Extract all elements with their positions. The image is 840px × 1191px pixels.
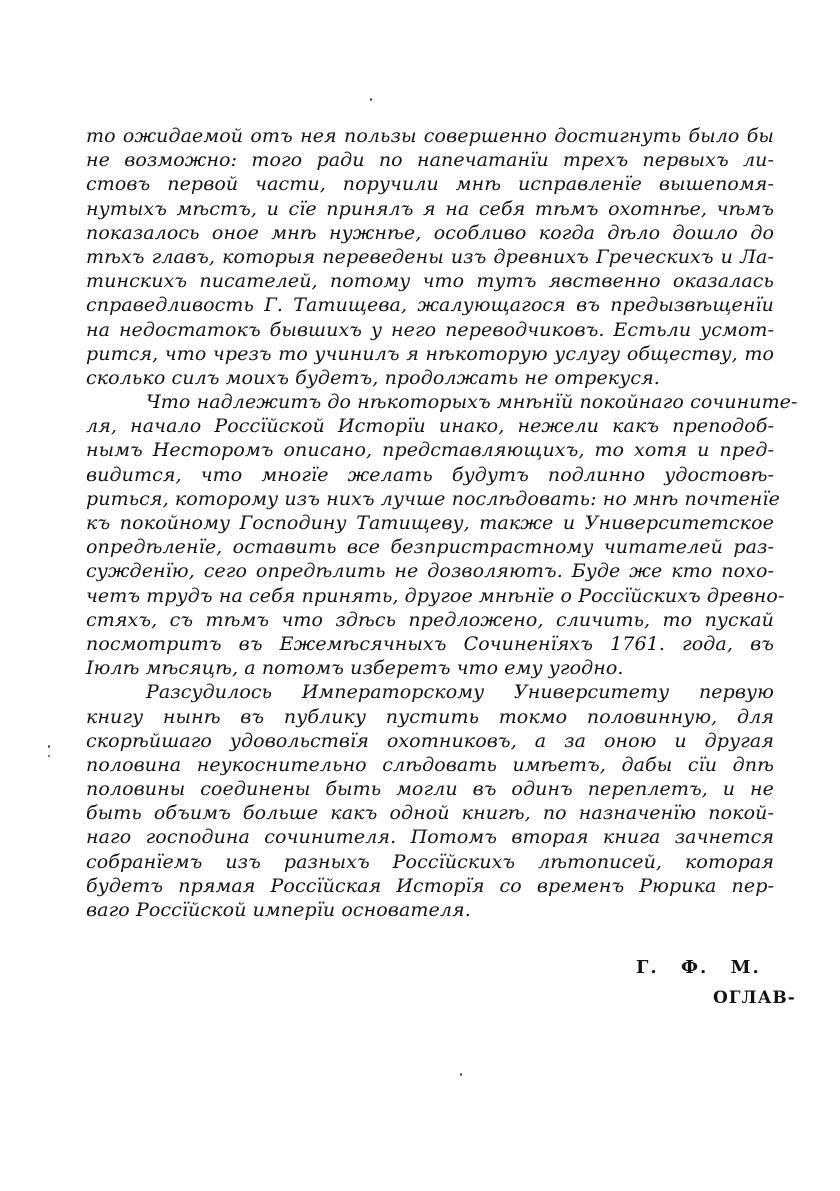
text-line: будетъ прямая Россїйская Исторїя со временъ Рюрика пер- (86, 874, 774, 897)
text-line: наго господина сочинителя. Потомъ вторая книга зачнется (86, 826, 774, 849)
text-line: показалось оное мнѣ нужнѣе, особливо когда дѣло дошло до (86, 221, 774, 244)
text-line: стяхъ, съ тѣмъ что здѣсь предложено, сличить, то пускай (86, 608, 774, 631)
author-signature: Г. Ф. М. (636, 957, 761, 978)
text-line: риться, которому изъ нихъ лучше послѣдовать: но мнѣ почтенїе (86, 487, 780, 510)
text-line: быть объимъ больше какъ одной книгѣ, по назначенїю покой- (86, 802, 774, 825)
text-line: нутыхъ мѣстъ, и сїе принялъ я на себя тѣмъ охотнѣе, чѣмъ (86, 197, 774, 220)
text-line: сужденїю, сего опредѣлить не дозволяютъ. Буде же кто похо- (86, 560, 774, 583)
text-line: ваго Россїйской имперїи основателя. (86, 899, 471, 921)
text-line: ля, начало Россїйской Исторїи инако, нежели какъ преподоб- (86, 415, 774, 438)
text-line: книгу нынѣ въ публику пустить токмо половинную, для (86, 705, 774, 728)
text-line: стовъ первой части, поручили мнѣ исправленїе вышепомя- (86, 173, 774, 196)
text-line: не возможно: того ради по напечатанїи трехъ первыхъ ли- (86, 149, 774, 172)
paragraph-3 (86, 680, 774, 922)
text-line: четъ трудъ на себя принять, другое мнѣнїе о Россїйскихъ древно- (86, 584, 785, 607)
text-line: половина неукоснительно слѣдовать имѣетъ, дабы сїи дпѣ (86, 753, 774, 776)
ink-speck-left-2 (48, 755, 50, 757)
ink-speck-left (48, 745, 50, 748)
ink-speck-bottom (460, 1073, 462, 1076)
text-line: собранїемъ изъ разныхъ Россїйскихъ лѣтописей, которая (86, 850, 774, 873)
text-line: сколько силъ моихъ будетъ, продолжать не отрекуся. (86, 366, 660, 389)
text-line: опредѣленїе, оставить все безпристрастному читателей раз- (86, 536, 774, 559)
body-text (86, 124, 798, 922)
text-line: къ покойному Господину Татищеву, также и Университетское (86, 512, 774, 534)
paragraph-2 (86, 390, 798, 680)
text-line: Что надлежитъ до нѣкоторыхъ мнѣнїй покойнаго сочините- (146, 391, 798, 414)
text-line: тѣхъ главъ, которыя переведены изъ древнихъ Греческихъ и Ла- (86, 245, 774, 268)
text-line: видится, что многїе желать будутъ подлинно удостовѣ- (86, 463, 774, 486)
text-line: справедливость Г. Татищева, жалующагося въ предызвѣщенїи (86, 294, 774, 317)
text-line: посмотритъ въ Ежемѣсячныхъ Сочиненїяхъ 1761. года, въ (86, 632, 774, 655)
text-line: тинскихъ писателей, потому что тутъ явственно оказалась (86, 270, 774, 293)
text-line: Iюлѣ мѣсяцѣ, а потомъ изберетъ что ему угодно. (86, 657, 624, 680)
paragraph-1 (86, 124, 774, 390)
text-line: рится, что чрезъ то учинилъ я нѣкоторую услугу обществу, то (86, 342, 774, 365)
text-line: нымъ Несторомъ описано, представляющихъ, то хотя и пред- (86, 439, 774, 462)
text-line: скорѣйшаго удовольствїя охотниковъ, а за оною и другая (86, 729, 774, 752)
text-line: на недостатокъ бывшихъ у него переводчиковъ. Естьли усмот- (86, 318, 774, 341)
catchword: ОГЛАВ- (713, 988, 796, 1008)
text-line: то ожидаемой отъ нея пользы совершенно достигнуть было бы (86, 125, 774, 147)
text-line: Разсудилось Императорскому Университету первую (146, 681, 774, 704)
ink-speck-top (370, 98, 372, 101)
text-line: половины соединены быть могли въ одинъ переплетъ, и не (86, 778, 774, 801)
